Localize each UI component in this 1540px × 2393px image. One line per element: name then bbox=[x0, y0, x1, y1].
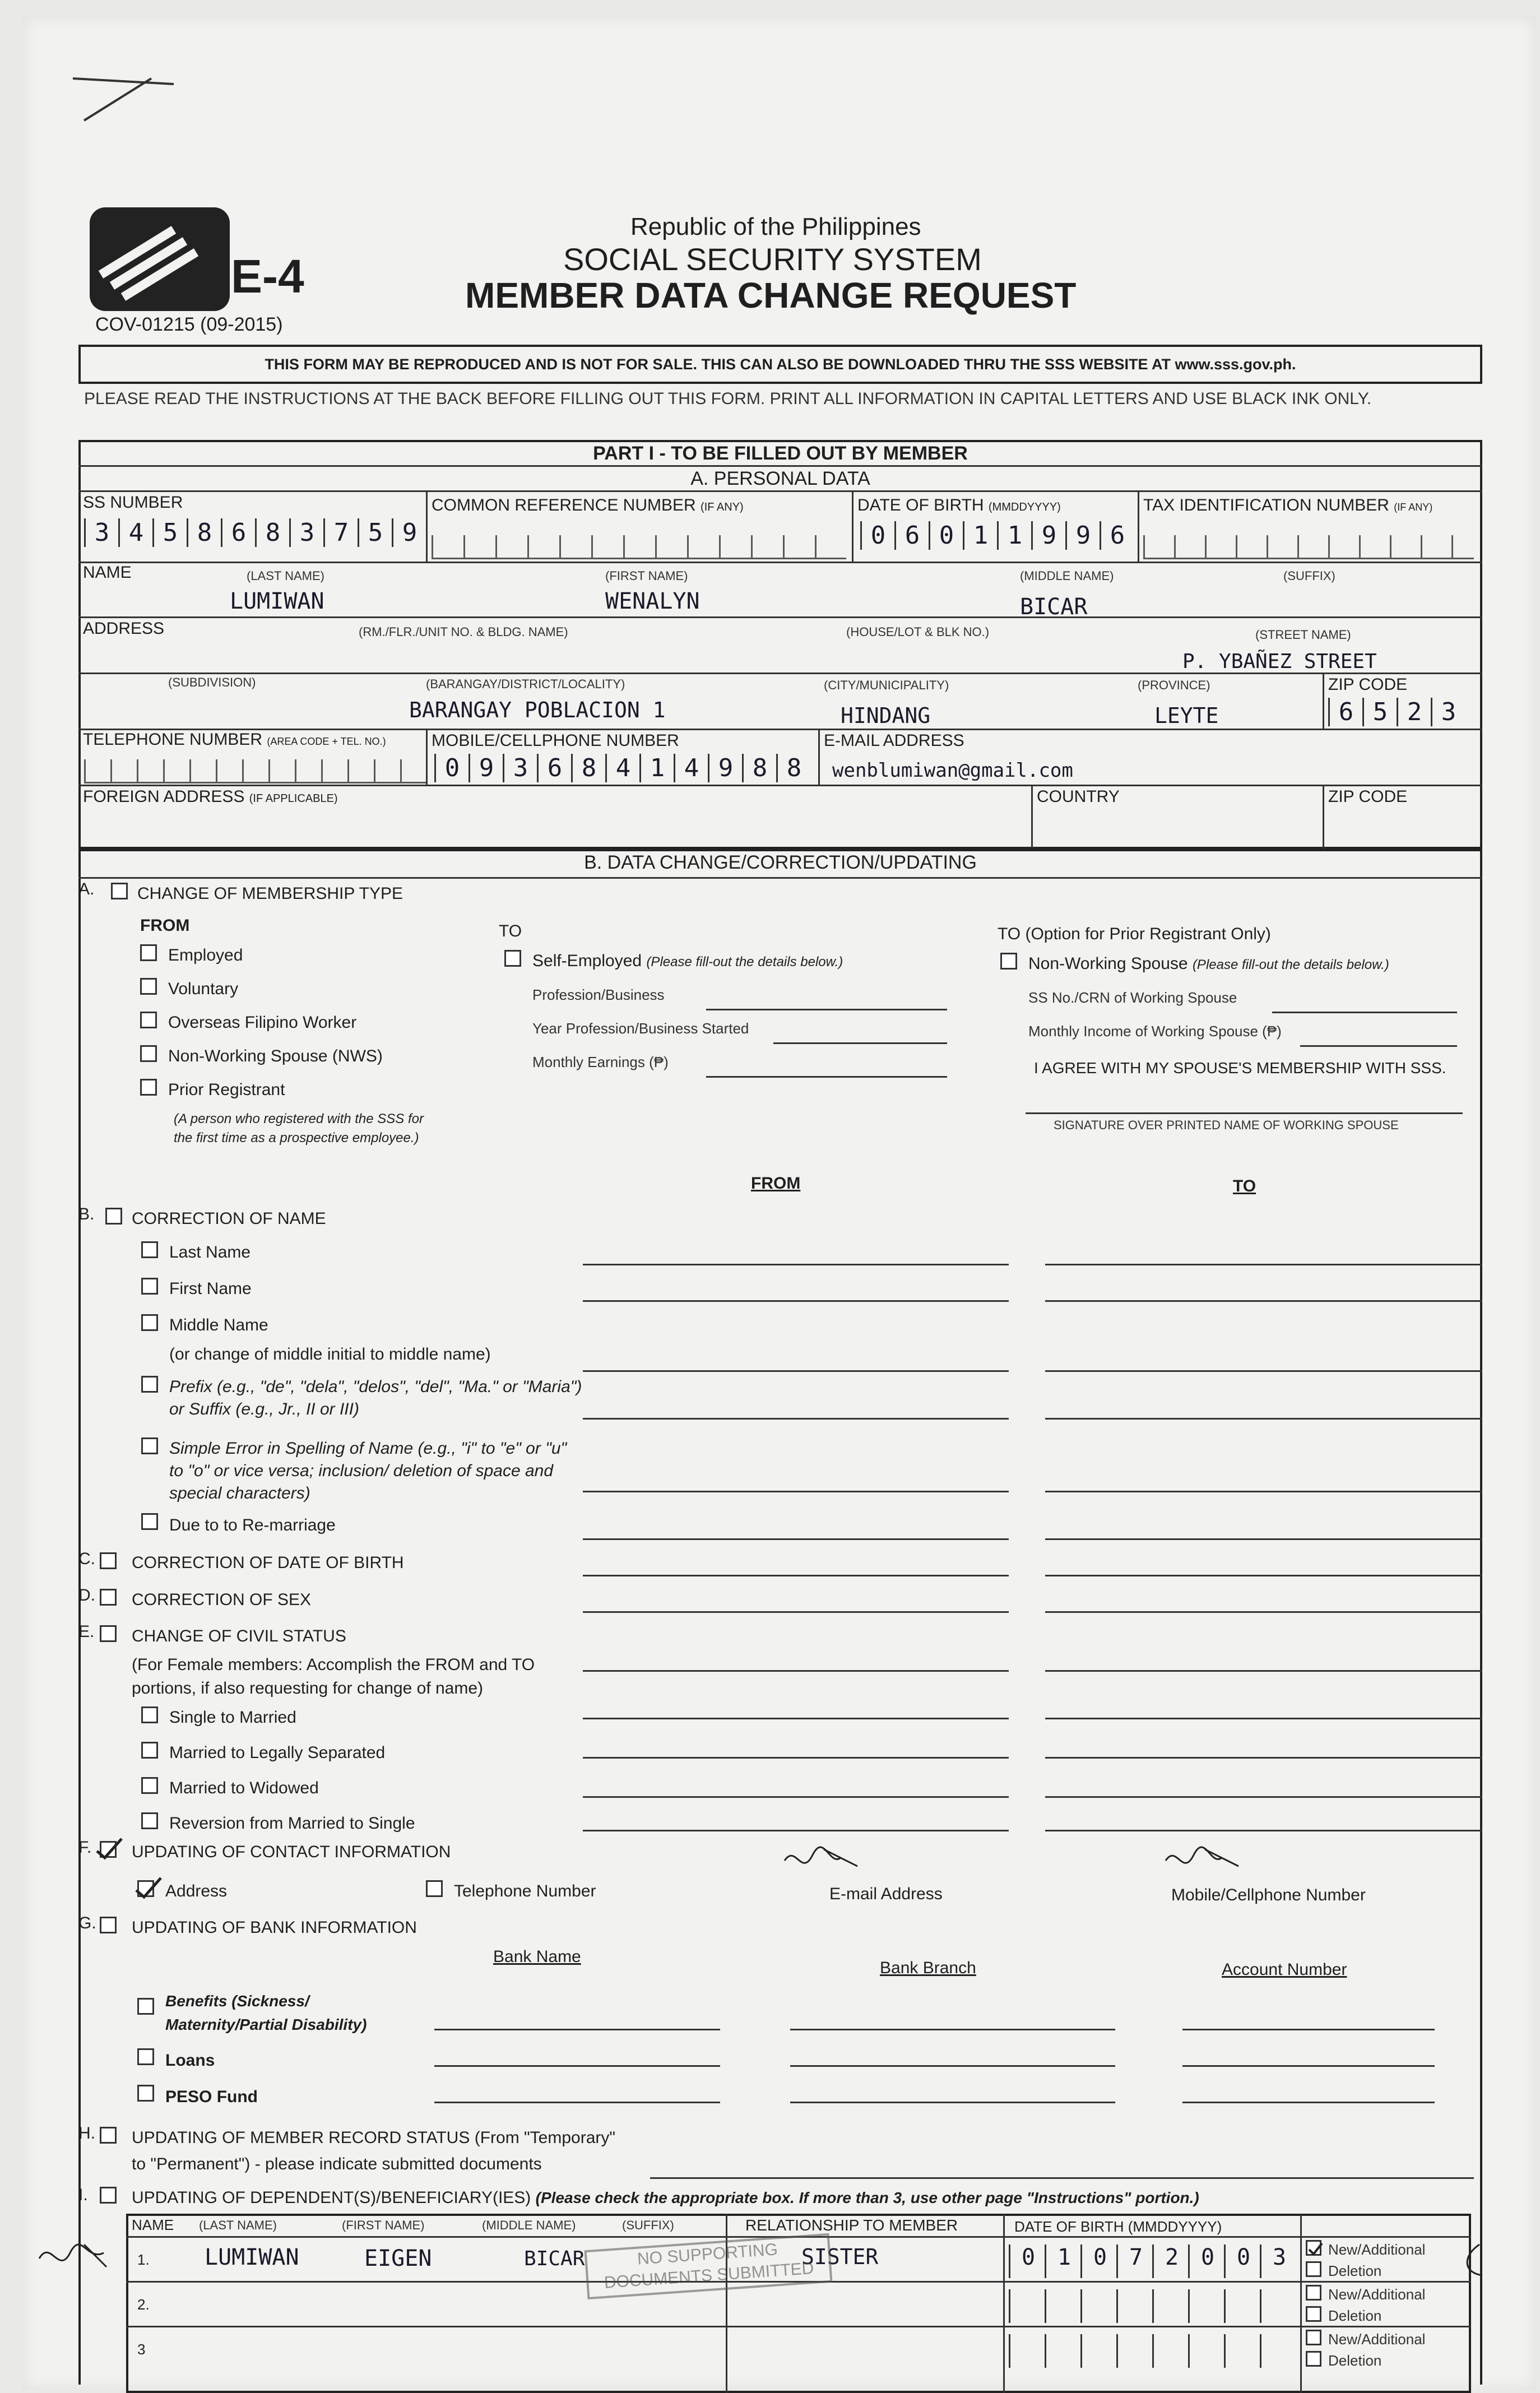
no-documents-stamp: NO SUPPORTING DOCUMENTS SUBMITTED bbox=[584, 2233, 832, 2299]
contact-address-label: Address bbox=[165, 1882, 228, 1900]
loans-label: Loans bbox=[165, 2051, 215, 2070]
prior-registrant-note: (A person who registered with the SSS for the first time as a prospective employee.) bbox=[174, 1111, 424, 1146]
membership-from-4-label: Prior Registrant bbox=[168, 1080, 285, 1099]
crn-field[interactable] bbox=[432, 535, 846, 559]
form-number: COV-01215 (09-2015) bbox=[95, 314, 283, 335]
dep-dob-digit[interactable]: 7 bbox=[1116, 2244, 1154, 2278]
civil-item-1-label: Married to Legally Separated bbox=[169, 1743, 386, 1762]
to-column-header: TO bbox=[1233, 1177, 1256, 1195]
digit-cell: 1 bbox=[639, 754, 674, 782]
email-label: E-MAIL ADDRESS bbox=[824, 731, 964, 750]
prefix-checkbox[interactable] bbox=[141, 1376, 158, 1393]
check-mark-icon bbox=[132, 1875, 165, 1903]
instructions-text: PLEASE READ THE INSTRUCTIONS AT THE BACK BEFORE FILLING OUT THIS FORM. PRINT ALL INFORMATION IN CAPITAL LETTERS AND USE BLACK INK ONLY. bbox=[84, 389, 1372, 408]
digit-cell: 0 bbox=[860, 521, 894, 550]
digit-cell: 5 bbox=[1362, 698, 1397, 726]
part1-title: PART I - TO BE FILLED OUT BY MEMBER bbox=[593, 443, 968, 464]
membership-from-4-checkbox[interactable] bbox=[140, 1079, 157, 1096]
dep-dob-digit[interactable] bbox=[1045, 2289, 1082, 2323]
membership-from-3-checkbox[interactable] bbox=[140, 1045, 157, 1062]
profession-label: Profession/Business bbox=[532, 986, 665, 1003]
telephone-field[interactable] bbox=[84, 759, 426, 783]
dep-dob-digit[interactable]: 1 bbox=[1045, 2244, 1082, 2278]
from-column-header: FROM bbox=[751, 1174, 801, 1193]
last-name-value[interactable]: LUMIWAN bbox=[230, 588, 324, 614]
dob-label: DATE OF BIRTH (MMDDYYYY) bbox=[857, 496, 1061, 514]
civil-status-checkbox[interactable] bbox=[100, 1625, 117, 1642]
dep-dob-digit[interactable] bbox=[1260, 2289, 1297, 2323]
spouse-signature-label: SIGNATURE OVER PRINTED NAME OF WORKING SPOUSE bbox=[1054, 1118, 1399, 1132]
telephone-label: TELEPHONE NUMBER (AREA CODE + TEL. NO.) bbox=[83, 730, 386, 749]
membership-from-1-label: Voluntary bbox=[168, 980, 239, 998]
correction-dob-checkbox[interactable] bbox=[100, 1552, 117, 1569]
change-membership-label: CHANGE OF MEMBERSHIP TYPE bbox=[137, 884, 403, 903]
self-employed-label: Self-Employed (Please fill-out the details below.) bbox=[532, 952, 843, 970]
loans-checkbox[interactable] bbox=[137, 2048, 154, 2065]
middle-name-label: (MIDDLE NAME) bbox=[1020, 569, 1114, 583]
bank-info-checkbox[interactable] bbox=[100, 1917, 117, 1933]
dob-field[interactable] bbox=[860, 521, 1134, 550]
dep-row-number: 1. bbox=[137, 2251, 150, 2268]
foreign-zip-label: ZIP CODE bbox=[1328, 787, 1408, 806]
digit-cell: 6 bbox=[894, 521, 929, 550]
dep-dob-digit[interactable]: 0 bbox=[1080, 2244, 1118, 2278]
dep-dob-digit[interactable] bbox=[1188, 2334, 1226, 2368]
contact-telephone-label: Telephone Number bbox=[454, 1882, 596, 1900]
correction-sex-checkbox[interactable] bbox=[100, 1589, 117, 1606]
suffix-label: (SUFFIX) bbox=[1283, 569, 1335, 583]
street-label: (STREET NAME) bbox=[1255, 628, 1351, 642]
dep-relationship[interactable]: SISTER bbox=[801, 2244, 879, 2269]
nws-label: Non-Working Spouse (Please fill-out the details below.) bbox=[1028, 954, 1389, 973]
digit-cell: 3 bbox=[289, 518, 323, 547]
first-name-value[interactable]: WENALYN bbox=[605, 588, 700, 614]
dep-new-label: New/Additional bbox=[1328, 2286, 1426, 2303]
digit-cell: 4 bbox=[674, 754, 708, 782]
dependents-checkbox[interactable] bbox=[100, 2187, 117, 2204]
section-a-title: A. PERSONAL DATA bbox=[690, 468, 870, 489]
income-spouse-label: Monthly Income of Working Spouse (₱) bbox=[1028, 1023, 1282, 1040]
email-value[interactable]: wenblumiwan@gmail.com bbox=[832, 759, 1073, 782]
prefix-label: Prefix (e.g., "de", "dela", "delos", "del", "Ma." or "Maria") or Suffix (e.g., Jr., II or III) bbox=[169, 1378, 582, 1418]
digit-cell: 8 bbox=[571, 754, 605, 782]
header-republic: Republic of the Philippines bbox=[630, 213, 921, 240]
year-started-label: Year Profession/Business Started bbox=[532, 1020, 749, 1037]
last-name-label: (LAST NAME) bbox=[247, 569, 324, 583]
zip-label: ZIP CODE bbox=[1328, 675, 1408, 694]
digit-cell: 6 bbox=[221, 518, 255, 547]
dep-row-number: 2. bbox=[137, 2296, 150, 2313]
remarriage-label: Due to to Re-marriage bbox=[169, 1516, 336, 1534]
correction-sex-label: CORRECTION OF SEX bbox=[132, 1590, 312, 1609]
zip-field[interactable] bbox=[1328, 698, 1465, 726]
city-value[interactable]: HINDANG bbox=[841, 703, 931, 728]
notice-text: THIS FORM MAY BE REPRODUCED AND IS NOT FOR SALE. THIS CAN ALSO BE DOWNLOADED THRU THE SSS WEBSITE AT www.sss.gov.ph. bbox=[265, 356, 1296, 373]
bank-info-label: UPDATING OF BANK INFORMATION bbox=[132, 1918, 417, 1937]
dep-dob-digit[interactable] bbox=[1080, 2289, 1118, 2323]
dep-deletion-label: Deletion bbox=[1328, 2352, 1382, 2369]
membership-from-0-checkbox[interactable] bbox=[140, 944, 157, 961]
section-b-frame bbox=[78, 849, 1482, 2385]
simple-error-label: Simple Error in Spelling of Name (e.g., "i" to "e" or "u" to "o" or vice versa; inclusion/ deletion of space and special characters) bbox=[169, 1439, 567, 1502]
city-label: (CITY/MUNICIPALITY) bbox=[824, 678, 949, 692]
name-item-1-label: First Name bbox=[169, 1279, 252, 1298]
notice-box bbox=[78, 345, 1482, 384]
digit-cell: 1 bbox=[963, 521, 997, 550]
digit-cell: 6 bbox=[1328, 698, 1362, 726]
record-status-checkbox[interactable] bbox=[100, 2127, 117, 2144]
dep-dob-digit[interactable] bbox=[1009, 2334, 1046, 2368]
monthly-earnings-label: Monthly Earnings (₱) bbox=[532, 1054, 669, 1070]
dep-row-number: 3 bbox=[137, 2341, 146, 2358]
dep-name-header: NAME bbox=[132, 2216, 174, 2233]
membership-from-3-label: Non-Working Spouse (NWS) bbox=[168, 1047, 383, 1065]
digit-cell: 9 bbox=[392, 518, 426, 547]
dep-dob-digit[interactable] bbox=[1009, 2289, 1046, 2323]
tin-label: TAX IDENTIFICATION NUMBER (IF ANY) bbox=[1143, 496, 1433, 514]
dep-dob-digit[interactable] bbox=[1080, 2334, 1118, 2368]
dep-deletion-checkbox[interactable] bbox=[1306, 2306, 1321, 2322]
membership-from-label: FROM bbox=[140, 916, 190, 935]
check-mark-icon bbox=[92, 1835, 126, 1863]
contact-mobile-label: Mobile/Cellphone Number bbox=[1171, 1886, 1366, 1904]
digit-cell: 6 bbox=[1100, 521, 1134, 550]
barangay-label: (BARANGAY/DISTRICT/LOCALITY) bbox=[426, 677, 625, 691]
name-item-0-checkbox[interactable] bbox=[141, 1241, 158, 1258]
dep-first-header: (FIRST NAME) bbox=[342, 2218, 425, 2232]
to-option-label: TO (Option for Prior Registrant Only) bbox=[998, 925, 1271, 943]
mobile-label: MOBILE/CELLPHONE NUMBER bbox=[432, 731, 679, 750]
house-lot-label: (HOUSE/LOT & BLK NO.) bbox=[846, 625, 990, 639]
dep-first-name[interactable]: EIGEN bbox=[364, 2246, 432, 2271]
subdivision-label: (SUBDIVISION) bbox=[168, 675, 256, 689]
sss-logo bbox=[90, 207, 230, 311]
name-label: NAME bbox=[83, 563, 132, 582]
dep-new-checkbox[interactable] bbox=[1306, 2240, 1321, 2256]
dep-dob-digit[interactable] bbox=[1224, 2289, 1261, 2323]
dep-dob-digit[interactable]: 0 bbox=[1224, 2244, 1261, 2278]
dep-last-header: (LAST NAME) bbox=[199, 2218, 277, 2232]
record-status-label: UPDATING OF MEMBER RECORD STATUS (From "Temporary" bbox=[132, 2128, 616, 2147]
crn-label: COMMON REFERENCE NUMBER (IF ANY) bbox=[432, 496, 744, 514]
dep-dob-digit[interactable] bbox=[1116, 2334, 1154, 2368]
digit-cell: 8 bbox=[742, 754, 776, 782]
digit-cell: 0 bbox=[929, 521, 963, 550]
dep-dob-digit[interactable] bbox=[1045, 2334, 1082, 2368]
dep-dob-digit[interactable] bbox=[1188, 2289, 1226, 2323]
barangay-value[interactable]: BARANGAY POBLACION 1 bbox=[409, 698, 666, 722]
dep-dob-digit[interactable]: 0 bbox=[1188, 2244, 1226, 2278]
peso-fund-checkbox[interactable] bbox=[137, 2085, 154, 2102]
civil-item-1-checkbox[interactable] bbox=[141, 1742, 158, 1759]
pen-mark bbox=[62, 67, 185, 129]
dep-middle-header: (MIDDLE NAME) bbox=[482, 2218, 576, 2232]
digit-cell: 7 bbox=[323, 518, 358, 547]
dep-suffix-header: (SUFFIX) bbox=[622, 2218, 674, 2232]
digit-cell: 3 bbox=[84, 518, 118, 547]
civil-item-2-checkbox[interactable] bbox=[141, 1777, 158, 1794]
dep-new-checkbox[interactable] bbox=[1306, 2330, 1321, 2345]
digit-cell: 9 bbox=[469, 754, 503, 782]
contact-telephone-checkbox[interactable] bbox=[426, 1880, 443, 1897]
country-label: COUNTRY bbox=[1037, 787, 1120, 806]
nws-checkbox[interactable] bbox=[1000, 953, 1017, 970]
membership-from-0-label: Employed bbox=[168, 946, 243, 964]
dep-dob-digit[interactable] bbox=[1224, 2334, 1261, 2368]
form-code: E-4 bbox=[231, 250, 304, 303]
section-b-title: B. DATA CHANGE/CORRECTION/UPDATING bbox=[584, 852, 977, 873]
digit-cell: 9 bbox=[708, 754, 742, 782]
name-item-1-checkbox[interactable] bbox=[141, 1278, 158, 1295]
ss-number-label: SS NUMBER bbox=[83, 493, 183, 512]
digit-cell: 2 bbox=[1397, 698, 1431, 726]
dep-dob-header: DATE OF BIRTH (MMDDYYYY) bbox=[1014, 2218, 1222, 2235]
digit-cell: 5 bbox=[152, 518, 187, 547]
digit-cell: 3 bbox=[503, 754, 537, 782]
header-agency: SOCIAL SECURITY SYSTEM bbox=[563, 242, 982, 277]
street-value[interactable]: P. YBAÑEZ STREET bbox=[1182, 650, 1377, 673]
self-employed-checkbox[interactable] bbox=[504, 950, 521, 967]
benefits-checkbox[interactable] bbox=[137, 1998, 154, 2015]
correction-dob-label: CORRECTION OF DATE OF BIRTH bbox=[132, 1553, 404, 1572]
dep-new-label: New/Additional bbox=[1328, 2241, 1426, 2258]
dep-dob-digit[interactable] bbox=[1152, 2289, 1190, 2323]
agree-statement: I AGREE WITH MY SPOUSE'S MEMBERSHIP WITH SSS. bbox=[1034, 1059, 1446, 1077]
civil-item-0-checkbox[interactable] bbox=[141, 1706, 158, 1723]
address-label: ADDRESS bbox=[83, 619, 165, 638]
middle-name-value[interactable]: BICAR bbox=[1020, 594, 1088, 620]
province-value[interactable]: LEYTE bbox=[1154, 703, 1219, 728]
name-item-2-label: Middle Name bbox=[169, 1316, 268, 1334]
name-item-0-label: Last Name bbox=[169, 1243, 251, 1262]
dep-dob-digit[interactable]: 3 bbox=[1260, 2244, 1297, 2278]
dep-dob-digit[interactable] bbox=[1116, 2289, 1154, 2323]
digit-cell: 0 bbox=[434, 754, 469, 782]
dep-dob-digit[interactable]: 0 bbox=[1009, 2244, 1046, 2278]
province-label: (PROVINCE) bbox=[1138, 678, 1210, 692]
contact-info-label: UPDATING OF CONTACT INFORMATION bbox=[132, 1843, 451, 1861]
name-item-2-checkbox[interactable] bbox=[141, 1314, 158, 1331]
digit-cell: 4 bbox=[118, 518, 152, 547]
tin-field[interactable] bbox=[1143, 535, 1474, 559]
civil-status-label: CHANGE OF CIVIL STATUS bbox=[132, 1627, 346, 1645]
digit-cell: 4 bbox=[605, 754, 639, 782]
rm-flr-label: (RM./FLR./UNIT NO. & BLDG. NAME) bbox=[359, 625, 568, 639]
form-page: E-4 COV-01215 (09-2015) Republic of the Philippines SOCIAL SECURITY SYSTEM MEMBER DATA CHANGE REQUEST THIS FORM MAY BE REPRODUCED AND IS NOT FOR SALE. THIS CAN ALSO BE DOWNLOADED THRU THE SSS WEBSITE AT www.sss.gov.ph. PLEASE READ THE INSTRUCTIONS AT THE BACK BEFORE FILLING OUT THIS FORM. PRINT ALL INFORMATION IN CAPITAL LETTERS AND USE BLACK INK ONLY. PART I - TO BE FILLED OUT BY MEMBER A. PERSONAL DATA SS NUMBER 3 4 5 8 6 8 3 7 5 9 COMMON REFERENCE NUMBER (IF ANY) DATE OF BIRTH (MMDDYYYY) 0 6 0 1 1 9 9 6 TAX IDENTIFICATION NUMBER (IF ANY) NAME (LAST NAME) (FIRST NAME) (MIDDLE NAME) (SUFFIX) LUMIWAN WENALYN BICAR ADDRESS (RM./FLR./UNIT NO. & BLDG. NAME) (HOUSE/LOT & BLK NO.) (STREET NAME) P. YBAÑEZ STREET (SUBDIVISION) (BARANGAY/DISTRICT/LOCALITY) (CITY/MUNICIPALITY) (PROVINCE) ZIP CODE BARANGAY POBLACION 1 HINDANG LEYTE 6 5 2 3 TELEPHONE NUMBER (AREA CODE + TEL. NO.) MOBILE/CELLPHONE NUMBER 0 9 3 6 8 4 1 4 9 8 8 E-MAIL ADDRESS wenblumiwan@gmail.com FOREIGN ADDRESS (IF APPLICABLE) COUNTRY ZIP CODE B. DATA CHANGE/CORRECTION/UPDATING A. CHANGE OF MEMBERSHIP TYPE FROM Employed Voluntary Overseas Filipino Worker Non-Working Spouse (NWS) Prior Registrant (A person who registered with the SSS for the first time as a prospective employee.) TO Self-Employed (Please fill-out the details below.) Profession/Business Year Profession/Business Started Monthly Earnings (₱) TO (Option for Prior Registrant Only) Non-Working Spouse (Please fill-out the details below.) SS No./CRN of Working Spouse Monthly Income of Working Spouse (₱) I AGREE WITH MY SPOUSE'S MEMBERSHIP WITH SSS. SIGNATURE OVER PRINTED NAME OF WORKING SPOUSE FROM TO B. CORRECTION OF NAME Last Name First Name Middle Name (or change of middle initial to middle name) Prefix (e.g., "de", "dela", "delos", "del", "Ma." or "Maria") or Suffix (e.g., Jr., II or III) Simple Error in Spelling of Name (e.g., "i" to "e" or "u" to "o" or vice versa; inclusion/ deletion of space and special characters) Due to to Re-marriage C. CORRECTION OF DATE OF BIRTH D. CORRECTION OF SEX E. CHANGE OF CIVIL STATUS (For Female members: Accomplish the FROM and TO portions, if also requesting for change of name) Single to Married Married to Legally Separated Married to Widowed Reversion from Married to Single F. UPDATING OF CONTACT INFORMATION Address Telephone Number E-mail Address Mobile/Cellphone Number G. UPDATING OF BANK INFORMATION Bank Name Bank Branch Account Number Benefits (Sickness/ Maternity/Partial Disability) Loans PESO Fund H. UPDATING OF MEMBER RECORD STATUS (From "Temporary" to "Permanent") - please indicate submitted documents I. UPDATING OF DEPENDENT(S)/BENEFICIARY(IES) (Please check the appropriate box. If more than 3, use other page "Instructions" portion.) NAME (LAST NAME) (FIRST NAME) (MIDDLE NAME) (SUFFIX) RELATIONSHIP TO MEMBER DATE OF BIRTH (MMDDYYYY) 1. LUMIWAN EIGEN BICAR SISTER 0 1 0 7 2 0 0 3 New/Additional Deletion 2. New/Additional Deletion 3 New/Additional Deletion NO SUPPORTING DOCUMENTS SUBMITTED bbox=[22, 17, 1536, 2390]
account-number-header: Account Number bbox=[1222, 1960, 1347, 1979]
civil-item-3-label: Reversion from Married to Single bbox=[169, 1814, 415, 1833]
dep-dob-digit[interactable] bbox=[1152, 2334, 1190, 2368]
remarriage-checkbox[interactable] bbox=[141, 1513, 158, 1530]
membership-from-2-label: Overseas Filipino Worker bbox=[168, 1013, 357, 1032]
contact-email-label: E-mail Address bbox=[829, 1885, 943, 1903]
initials-signature bbox=[1160, 1844, 1244, 1883]
digit-cell: 9 bbox=[1031, 521, 1065, 550]
peso-fund-label: PESO Fund bbox=[165, 2088, 258, 2106]
bank-branch-header: Bank Branch bbox=[880, 1959, 976, 1977]
ss-crn-spouse-label: SS No./CRN of Working Spouse bbox=[1028, 989, 1237, 1006]
mobile-field[interactable] bbox=[434, 754, 810, 782]
margin-mark bbox=[1457, 2239, 1491, 2284]
check-mark-icon bbox=[1307, 2242, 1323, 2257]
digit-cell: 3 bbox=[1431, 698, 1465, 726]
membership-to-label: TO bbox=[499, 922, 522, 940]
civil-status-note: (For Female members: Accomplish the FROM and TO portions, if also requesting for change of name) bbox=[132, 1655, 535, 1698]
digit-cell: 8 bbox=[776, 754, 810, 782]
bank-name-header: Bank Name bbox=[493, 1947, 581, 1966]
dep-deletion-checkbox[interactable] bbox=[1306, 2261, 1321, 2277]
page-title: MEMBER DATA CHANGE REQUEST bbox=[465, 275, 1077, 316]
digit-cell: 8 bbox=[255, 518, 289, 547]
correction-name-label: CORRECTION OF NAME bbox=[132, 1209, 326, 1228]
membership-from-2-checkbox[interactable] bbox=[140, 1012, 157, 1028]
dep-deletion-label: Deletion bbox=[1328, 2307, 1382, 2324]
change-membership-checkbox[interactable] bbox=[111, 883, 128, 899]
dep-new-checkbox[interactable] bbox=[1306, 2285, 1321, 2301]
dep-last-name[interactable]: LUMIWAN bbox=[205, 2244, 299, 2270]
digit-cell: 1 bbox=[997, 521, 1031, 550]
digit-cell: 9 bbox=[1065, 521, 1100, 550]
dep-deletion-label: Deletion bbox=[1328, 2262, 1382, 2279]
middle-name-note: (or change of middle initial to middle name) bbox=[169, 1345, 491, 1364]
membership-from-1-checkbox[interactable] bbox=[140, 978, 157, 995]
dep-dob-digit[interactable] bbox=[1260, 2334, 1297, 2368]
dep-middle-name[interactable]: BICAR bbox=[524, 2247, 585, 2270]
record-status-note: to "Permanent") - please indicate submitted documents bbox=[132, 2155, 542, 2173]
simple-error-checkbox[interactable] bbox=[141, 1437, 158, 1454]
dependents-label: UPDATING OF DEPENDENT(S)/BENEFICIARY(IES) (Please check the appropriate box. If more than 3, use other page "Instructions" portion.) bbox=[132, 2188, 1199, 2207]
digit-cell: 6 bbox=[537, 754, 571, 782]
dep-relationship-header: RELATIONSHIP TO MEMBER bbox=[745, 2216, 958, 2234]
initials-signature bbox=[779, 1844, 863, 1883]
dep-deletion-checkbox[interactable] bbox=[1306, 2351, 1321, 2367]
foreign-address-label: FOREIGN ADDRESS (IF APPLICABLE) bbox=[83, 787, 338, 806]
civil-item-2-label: Married to Widowed bbox=[169, 1779, 319, 1797]
benefits-label: Benefits (Sickness/ Maternity/Partial Disability) bbox=[165, 1992, 367, 2033]
civil-item-3-checkbox[interactable] bbox=[141, 1812, 158, 1829]
civil-item-0-label: Single to Married bbox=[169, 1708, 296, 1727]
digit-cell: 5 bbox=[358, 518, 392, 547]
initials-signature bbox=[34, 2236, 112, 2281]
correction-name-checkbox[interactable] bbox=[105, 1208, 122, 1225]
ss-number-field[interactable] bbox=[84, 518, 426, 547]
dep-new-label: New/Additional bbox=[1328, 2331, 1426, 2348]
first-name-label: (FIRST NAME) bbox=[605, 569, 688, 583]
digit-cell: 8 bbox=[187, 518, 221, 547]
dep-dob-digit[interactable]: 2 bbox=[1152, 2244, 1190, 2278]
